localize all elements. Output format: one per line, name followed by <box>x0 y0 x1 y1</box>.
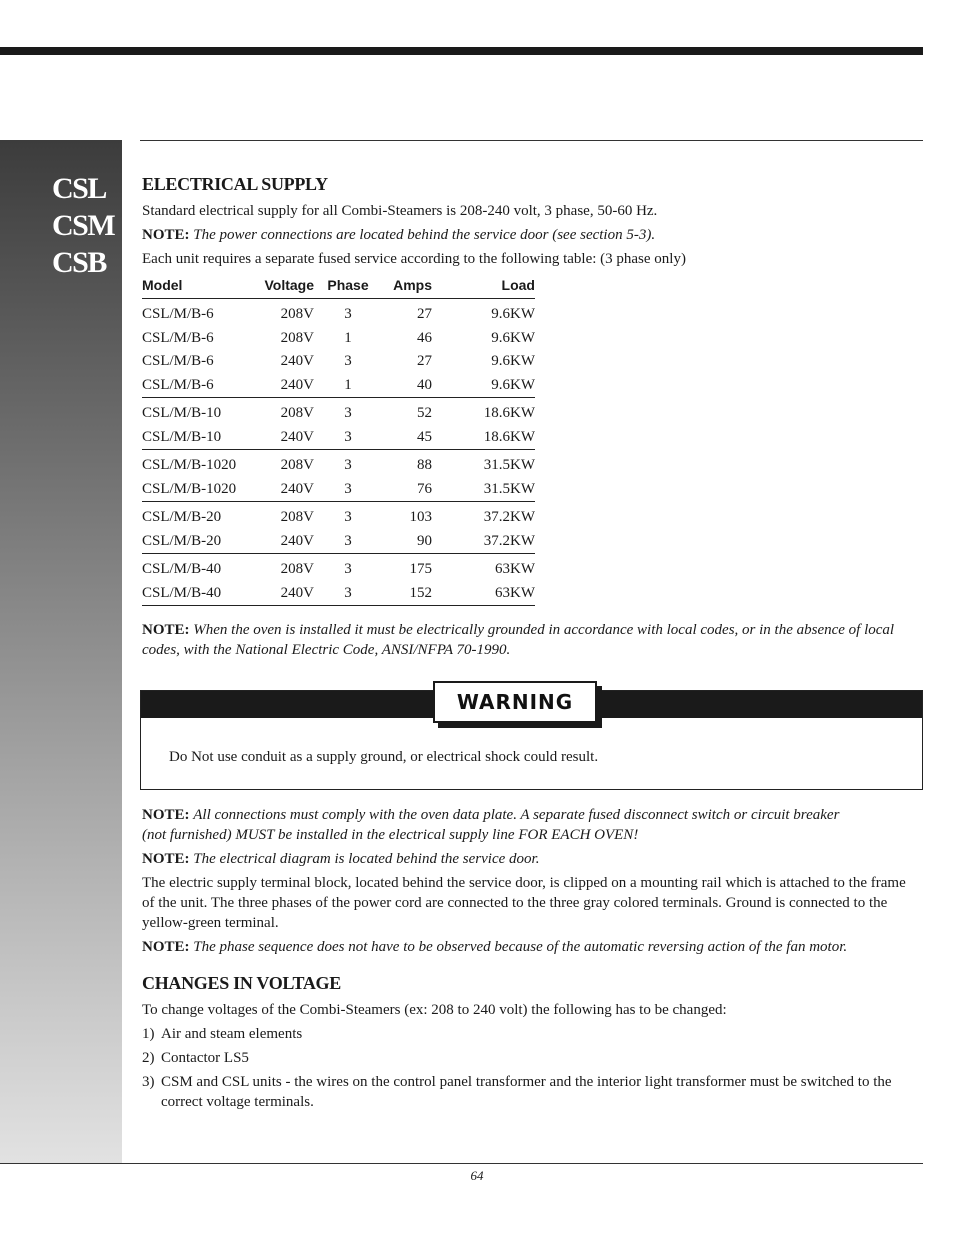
table-row <box>142 350 535 374</box>
cell-load: 18.6KW <box>483 405 535 421</box>
note-label: NOTE: <box>142 851 190 867</box>
side-label-csb: CSB <box>52 246 106 279</box>
terminal-paragraph: The electric supply terminal block, located behind the service door, is clipped on a mounting rail which is attached to the frame of the unit. The three phases of the power cord are connected to the three gray colored terminals. Ground is connected to the yellow-green terminal. <box>142 875 906 931</box>
warning-text: Do Not use conduit as a supply ground, or electrical shock could result. <box>169 749 599 765</box>
cell-amps: 27 <box>417 353 432 369</box>
side-label-csl: CSL <box>52 172 106 205</box>
voltage-heading: CHANGES IN VOLTAGE <box>142 973 341 993</box>
table-row <box>142 426 535 450</box>
list-item <box>142 1048 912 1068</box>
note-text: The electrical diagram is located behind the service door. <box>193 851 540 867</box>
top-rule-bar <box>0 47 923 55</box>
cell-phase: 3 <box>344 306 352 322</box>
cell-phase: 3 <box>344 405 352 421</box>
cell-load: 63KW <box>432 582 535 606</box>
cell-model: CSL/M/B-6 <box>142 353 214 369</box>
footer-rule <box>0 1163 923 1164</box>
table-row <box>142 450 535 478</box>
cell-phase: 3 <box>344 353 352 369</box>
cell-model: CSL/M/B-20 <box>142 530 258 554</box>
cell-amps: 52 <box>417 405 432 421</box>
cell-voltage: 208V <box>280 306 314 322</box>
cell-load: 18.6KW <box>432 426 535 450</box>
side-band <box>0 140 122 1164</box>
cell-load: 63KW <box>495 561 535 577</box>
note-power-connections <box>142 225 912 245</box>
column-header-phase: Phase <box>314 275 382 299</box>
cell-amps: 45 <box>382 426 432 450</box>
note-label: NOTE: <box>142 227 190 243</box>
note-text: When the oven is installed it must be electrically grounded in accordance with local codes, or in the absence of local codes, with the National Electric Code, ANSI/NFPA 70-1990. <box>142 622 895 658</box>
cell-voltage: 208V <box>280 457 314 473</box>
table-row <box>142 374 535 398</box>
cell-model: CSL/M/B-10 <box>142 405 222 421</box>
cell-amps: 103 <box>409 509 432 525</box>
table-row <box>142 582 535 606</box>
page-number: 64 <box>470 1168 484 1183</box>
cell-phase: 3 <box>314 530 382 554</box>
cell-phase: 3 <box>314 582 382 606</box>
cell-model: CSL/M/B-6 <box>142 374 258 398</box>
cell-voltage: 208V <box>280 509 314 525</box>
table-row <box>142 398 535 426</box>
cell-phase: 3 <box>344 509 352 525</box>
cell-phase: 1 <box>314 374 382 398</box>
note-connections <box>142 805 912 845</box>
list-item-number: 3) <box>142 1074 155 1090</box>
cell-phase: 3 <box>314 478 382 502</box>
note-text: The phase sequence does not have to be observed because of the automatic reversing action of the fan motor. <box>193 939 848 955</box>
voltage-intro: To change voltages of the Combi-Steamers (ex: 208 to 240 volt) the following has to be changed: <box>142 1002 727 1018</box>
table-row <box>142 299 535 327</box>
cell-model: CSL/M/B-1020 <box>142 457 237 473</box>
table-row <box>142 478 535 502</box>
note-label: NOTE: <box>142 939 190 955</box>
note-text-continued: (not furnished) MUST be installed in the electrical supply line FOR EACH OVEN! <box>142 827 639 843</box>
column-header-voltage: Voltage <box>258 275 314 299</box>
lower-section <box>142 805 912 1116</box>
note-grounding <box>142 620 912 660</box>
cell-amps: 46 <box>417 329 432 346</box>
cell-load: 37.2KW <box>483 509 535 525</box>
list-item-text: CSM and CSL units - the wires on the control panel transformer and the interior light transformer must be switched to the correct voltage terminals. <box>161 1074 892 1110</box>
cell-phase: 3 <box>314 426 382 450</box>
cell-voltage: 208V <box>280 405 314 421</box>
cell-load: 9.6KW <box>432 374 535 398</box>
cell-load: 37.2KW <box>432 530 535 554</box>
cell-voltage: 240V <box>258 426 314 450</box>
cell-load: 9.6KW <box>491 306 535 322</box>
electrical-intro: Standard electrical supply for all Combi-Steamers is 208-240 volt, 3 phase, 50-60 Hz. <box>142 203 658 219</box>
cell-phase: 3 <box>344 561 352 577</box>
table-row <box>142 530 535 554</box>
cell-amps: 40 <box>382 374 432 398</box>
section-rule <box>140 140 923 141</box>
electrical-section <box>142 174 912 660</box>
list-item <box>142 1072 912 1112</box>
cell-load: 9.6KW <box>491 353 535 369</box>
cell-model: CSL/M/B-40 <box>142 582 258 606</box>
note-text: All connections must comply with the oven data plate. A separate fused disconnect switch or circuit breaker <box>193 807 840 823</box>
cell-model: CSL/M/B-10 <box>142 426 258 450</box>
cell-load: 9.6KW <box>491 329 535 346</box>
cell-load: 31.5KW <box>432 478 535 502</box>
note-diagram <box>142 849 912 869</box>
list-item-text: Air and steam elements <box>161 1026 303 1042</box>
cell-voltage: 208V <box>280 329 314 346</box>
table-intro: Each unit requires a separate fused service according to the following table: (3 phase only) <box>142 251 686 267</box>
cell-voltage: 240V <box>258 478 314 502</box>
cell-voltage: 208V <box>280 561 314 577</box>
cell-model: CSL/M/B-1020 <box>142 478 258 502</box>
cell-amps: 76 <box>382 478 432 502</box>
list-item-number: 2) <box>142 1050 155 1066</box>
cell-voltage: 240V <box>258 530 314 554</box>
note-phase-sequence <box>142 937 912 957</box>
cell-phase: 1 <box>344 329 352 346</box>
cell-amps: 90 <box>382 530 432 554</box>
cell-model: CSL/M/B-6 <box>142 329 214 346</box>
table-row <box>142 327 535 351</box>
cell-voltage: 240V <box>280 353 314 369</box>
cell-amps: 88 <box>417 457 432 473</box>
column-header-model: Model <box>142 275 258 299</box>
cell-voltage: 240V <box>258 582 314 606</box>
note-text: The power connections are located behind the service door (see section 5-3). <box>193 227 656 243</box>
table-row <box>142 502 535 530</box>
table-header-row <box>142 275 535 299</box>
cell-load: 31.5KW <box>483 457 535 473</box>
cell-voltage: 240V <box>258 374 314 398</box>
list-item-text: Contactor LS5 <box>161 1050 249 1066</box>
cell-amps: 27 <box>417 306 432 322</box>
note-label: NOTE: <box>142 622 190 638</box>
list-item <box>142 1024 912 1044</box>
electrical-heading: ELECTRICAL SUPPLY <box>142 174 328 194</box>
warning-badge: WARNING <box>433 681 597 723</box>
cell-model: CSL/M/B-6 <box>142 306 214 322</box>
cell-model: CSL/M/B-40 <box>142 561 222 577</box>
model-side-label <box>52 170 114 281</box>
list-item-number: 1) <box>142 1026 155 1042</box>
note-label: NOTE: <box>142 807 190 823</box>
cell-amps: 152 <box>382 582 432 606</box>
cell-model: CSL/M/B-20 <box>142 509 222 525</box>
electrical-table <box>142 275 535 606</box>
voltage-steps-list <box>142 1024 912 1112</box>
cell-phase: 3 <box>344 457 352 473</box>
side-label-csm: CSM <box>52 209 115 242</box>
cell-amps: 175 <box>409 561 432 577</box>
warning-box <box>140 690 923 790</box>
column-header-load: Load <box>432 275 535 299</box>
table-row <box>142 554 535 582</box>
column-header-amps: Amps <box>382 275 432 299</box>
